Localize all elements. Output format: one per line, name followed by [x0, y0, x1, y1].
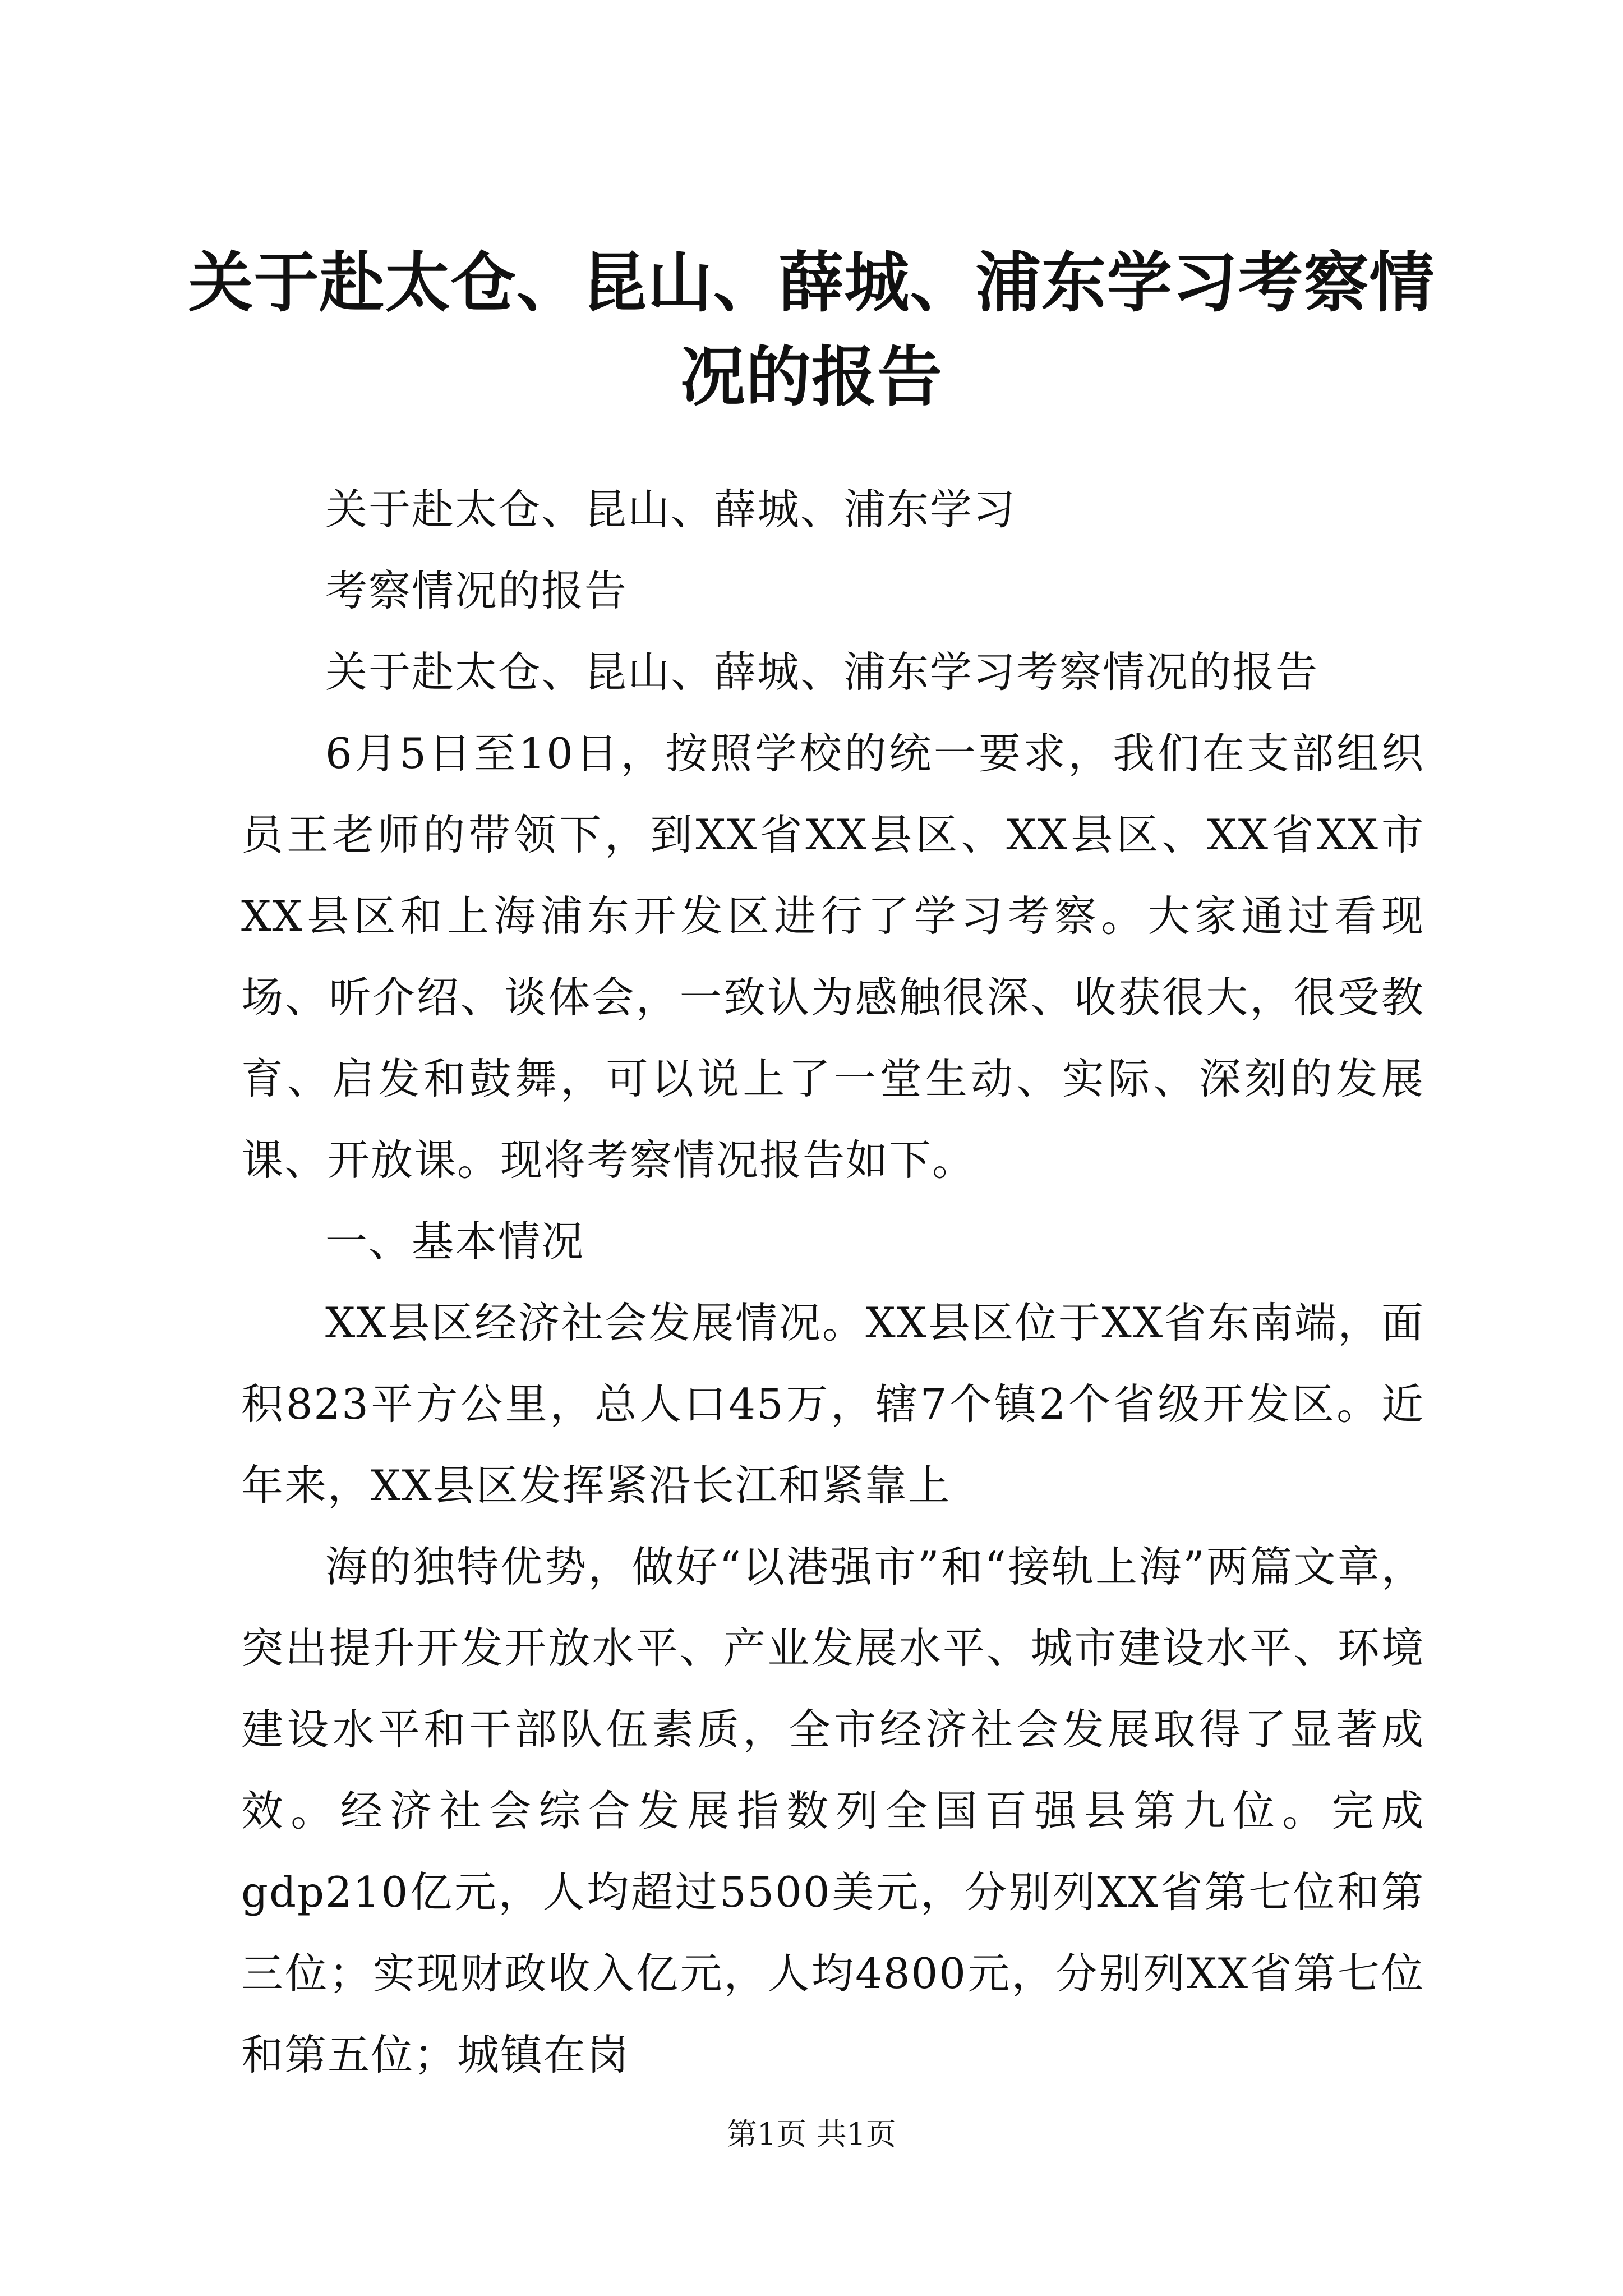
section-heading: 一、基本情况 [325, 1217, 585, 1266]
paragraph: 海的独特优势，做好“以港强市”和“接轨上海”两篇文章，突出提升开发开放水平、产业发展水平、城市建设水平、环境建设水平和干部队伍素质，全市经济社会发展取得了显著成效。经济社会综合发展指数列全国百强县第九位。完成gdp210亿元，人均超过5500美元，分别列XX省第七位和第三位；实现财政收入亿元，人均4800元，分别列XX省第七位和第五位；城镇在岗 [241, 1542, 1424, 2079]
paragraph: 考察情况的报告 [325, 566, 628, 615]
paragraph: XX县区经济社会发展情况。XX县区位于XX省东南端，面积823平方公里，总人口45万，辖7个镇2个省级开发区。近年来，XX县区发挥紧沿长江和紧靠上 [241, 1298, 1424, 1510]
document-body [241, 469, 1424, 2096]
page-footer: 第1页 共1页 [727, 2116, 896, 2152]
paragraph: 6月5日至10日，按照学校的统一要求，我们在支部组织员王老师的带领下，到XX省XX县区、XX县区、XX省XX市XX县区和上海浦东开发区进行了学习考察。大家通过看现场、听介绍、谈体会，一致认为感触很深、收获很大，很受教育、启发和鼓舞，可以说上了一堂生动、实际、深刻的发展课、开放课。现将考察情况报告如下。 [241, 729, 1424, 1185]
paragraph: 关于赴太仓、昆山、薛城、浦东学习考察情况的报告 [325, 647, 1319, 697]
paragraph: 关于赴太仓、昆山、薛城、浦东学习 [325, 485, 1017, 534]
document-title: 关于赴太仓、昆山、薛城、浦东学习考察情况的报告 [188, 245, 1435, 415]
